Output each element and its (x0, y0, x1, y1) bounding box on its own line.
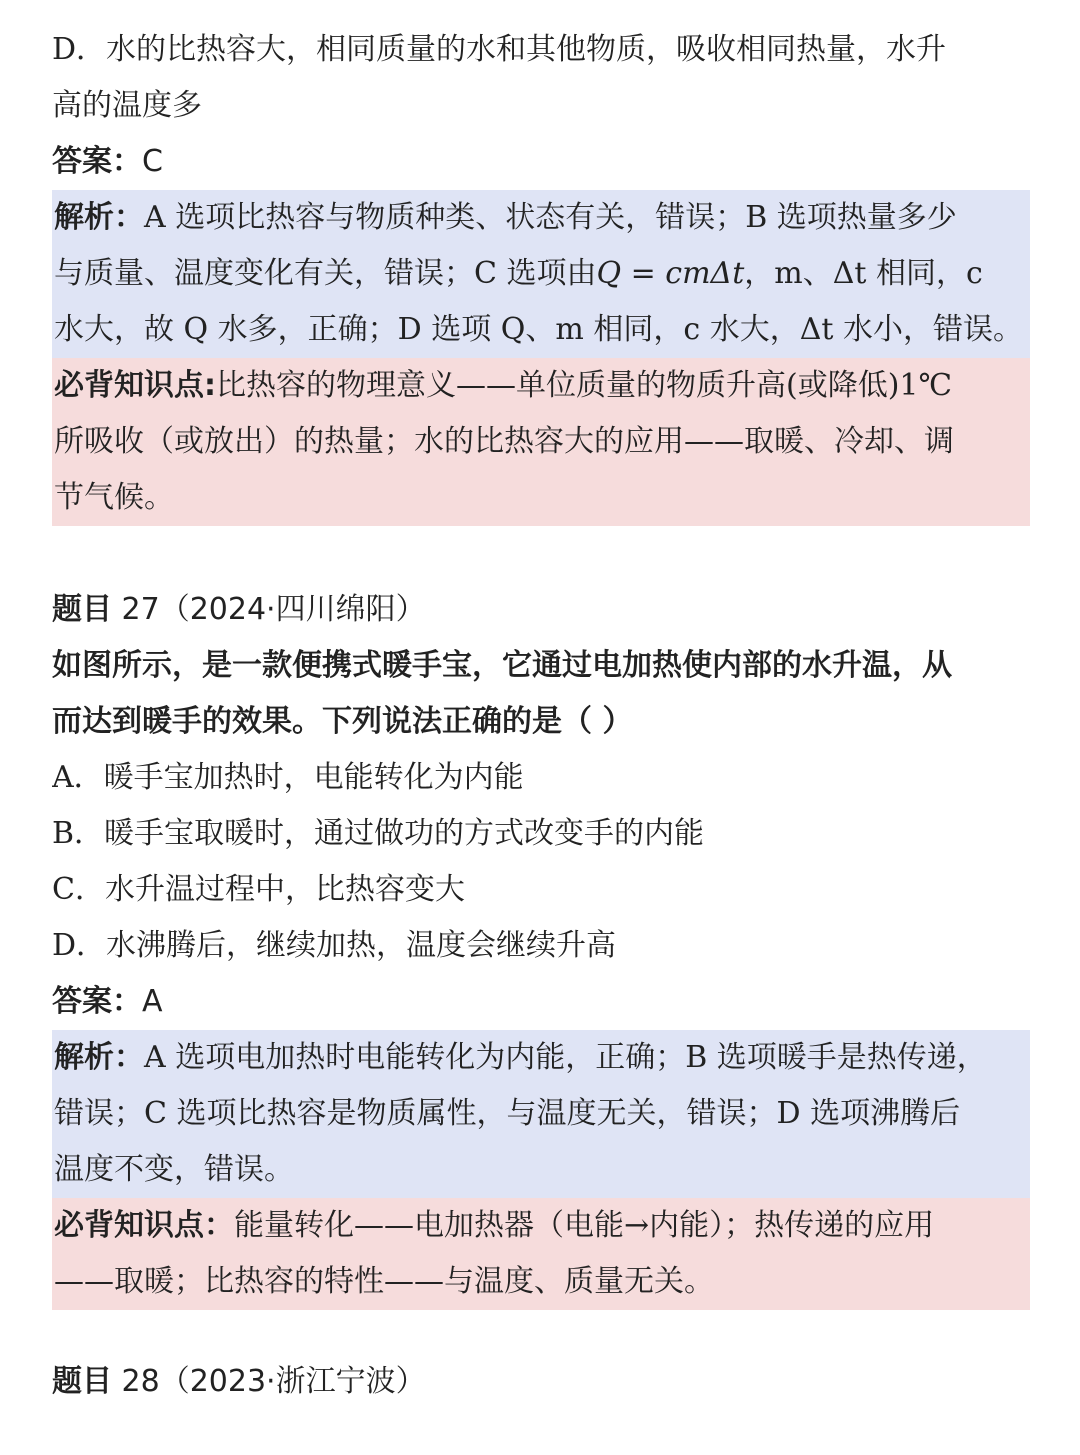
q28-title-rest: 28（2023·浙江宁波） (112, 1364, 426, 1399)
q26-knowledge-box (52, 358, 1030, 526)
q27-analysis-text1: A 选项电加热时电能转化为内能，正确；B 选项暖手是热传递， (144, 1040, 987, 1075)
q27-knowledge-line2: ——取暖；比热容的特性——与温度、质量无关。 (54, 1264, 714, 1299)
q27-stem-line1: 如图所示，是一款便携式暖手宝，它通过电加热使内部的水升温，从 (52, 648, 952, 683)
q27-analysis-box (52, 1030, 1030, 1198)
q26-answer-value: C (142, 144, 163, 179)
q26-knowledge-line1 (52, 358, 1030, 414)
q26-analysis-line3: 水大，故 Q 水多，正确；D 选项 Q、m 相同，c 水大，Δt 水小，错误。 (54, 312, 1023, 347)
q27-answer-label: 答案： (52, 984, 142, 1019)
q27-knowledge-label: 必背知识点： (54, 1208, 234, 1243)
document-page (52, 22, 1030, 1410)
q27-knowledge-line1 (52, 1198, 1030, 1254)
q26-knowledge-label: 必背知识点: (54, 368, 216, 403)
q28-title-label: 题目 (52, 1364, 112, 1399)
q27-option-a: A．暖手宝加热时，电能转化为内能 (52, 760, 524, 795)
q27-answer (52, 974, 1030, 1030)
q26-option-d-line2: 高的温度多 (52, 88, 202, 123)
q27-answer-value: A (142, 984, 163, 1019)
q27-knowledge-box (52, 1198, 1030, 1310)
q27-title (52, 582, 1030, 638)
q27-title-label: 题目 (52, 592, 112, 627)
q26-analysis-line2 (52, 246, 1030, 302)
q26-answer-label: 答案： (52, 144, 142, 179)
q26-knowledge-text1: 比热容的物理意义——单位质量的物质升高(或降低)1℃ (216, 368, 953, 403)
q28-title (52, 1354, 1030, 1410)
q27-analysis-line3: 温度不变，错误。 (54, 1152, 294, 1187)
q26-analysis-text1: A 选项比热容与物质种类、状态有关，错误；B 选项热量多少 (144, 200, 957, 235)
q27-option-d: D．水沸腾后，继续加热，温度会继续升高 (52, 928, 617, 963)
q27-analysis-label: 解析： (54, 1040, 144, 1075)
q26-analysis-text2-pre: 与质量、温度变化有关，错误；C 选项由 (54, 256, 597, 291)
q26-analysis-formula: Q = cmΔt (596, 256, 745, 291)
q27-analysis-line1 (52, 1030, 1030, 1086)
q26-analysis-text2-post: ，m、Δt 相同，c (744, 256, 983, 291)
q26-analysis-label: 解析： (54, 200, 144, 235)
q27-option-b: B．暖手宝取暖时，通过做功的方式改变手的内能 (52, 816, 705, 851)
q26-knowledge-line2: 所吸收（或放出）的热量；水的比热容大的应用——取暖、冷却、调 (54, 424, 954, 459)
q26-analysis-box (52, 190, 1030, 358)
q26-option-d-line1: D．水的比热容大，相同质量的水和其他物质，吸收相同热量，水升 (52, 32, 947, 67)
q27-stem-line2: 而达到暖手的效果。下列说法正确的是（ ） (52, 704, 633, 739)
spacer (52, 1310, 1030, 1354)
q26-analysis-line1 (52, 190, 1030, 246)
q27-analysis-line2: 错误；C 选项比热容是物质属性，与温度无关，错误；D 选项沸腾后 (54, 1096, 961, 1131)
q26-knowledge-line3: 节气候。 (54, 480, 174, 515)
q26-answer (52, 134, 1030, 190)
q27-title-rest: 27（2024·四川绵阳） (112, 592, 426, 627)
q27-option-c: C．水升温过程中，比热容变大 (52, 872, 465, 907)
spacer (52, 526, 1030, 582)
q27-knowledge-text1: 能量转化——电加热器（电能→内能）；热传递的应用 (234, 1208, 935, 1243)
